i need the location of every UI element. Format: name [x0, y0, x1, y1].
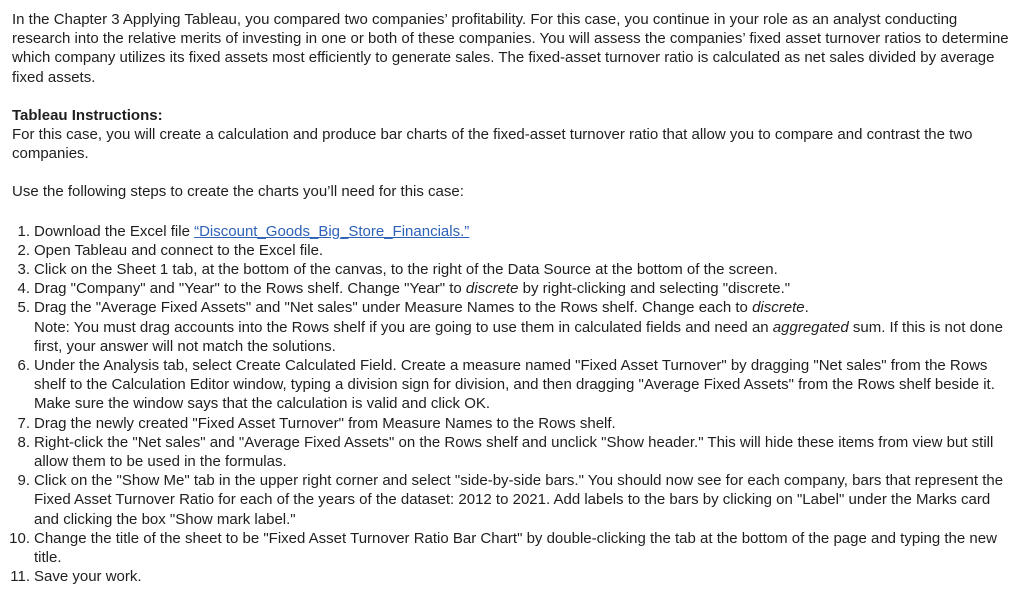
step-5 [12, 298, 1014, 356]
step-number: 2. [17, 241, 30, 259]
step-text: Under the Analysis tab, select Create Calculated Field. Create a measure named "Fixed Asset Turnover" by dragging "Net sales" from the Rows shelf to the Calculation Editor window, typing a division sign for division, and then dragging "Average Fixed Assets" from the Rows shelf beside it. Make sure the window says that the calculation is valid and click OK. [34, 357, 995, 413]
step-text: Click on the "Show Me" tab in the upper right corner and select "side-by-side bars." You should now see for each company, bars that represent the Fixed Asset Turnover Ratio for each of the years of the dataset: 2012 to 2021. Add labels to the bars by clicking on "Label" under the Marks card and clicking the box "Show mark label." [34, 472, 1004, 528]
step-11 [12, 567, 1014, 586]
step-number: 10. [9, 529, 30, 547]
step-text: Drag "Company" and "Year" to the Rows shelf. Change "Year" to [34, 280, 466, 298]
excel-file-link[interactable]: “Discount_Goods_Big_Store_Financials.” [194, 222, 470, 240]
step-note-emphasis: aggregated [772, 318, 849, 336]
step-text: Drag the newly created "Fixed Asset Turnover" from Measure Names to the Rows shelf. [34, 414, 616, 432]
step-text: Change the title of the sheet to be "Fixed Asset Turnover Ratio Bar Chart" by double-clicking the tab at the bottom of the page and typing the new title. [34, 529, 997, 567]
step-text: Drag the "Average Fixed Assets" and "Net sales" under Measure Names to the Rows shelf. Change each to [34, 299, 753, 317]
intro-paragraph: In the Chapter 3 Applying Tableau, you compared two companies’ profitability. For this case, you continue in your role as an analyst conducting research into the relative merits of investing in one or both of these companies. You will assess the companies’ fixed asset turnover ratios to determine which company utilizes its fixed assets most efficiently to generate sales. The fixed-asset turnover ratio is calculated as net sales divided by average fixed assets. [12, 11, 1009, 86]
step-emphasis: discrete [465, 280, 519, 298]
step-1 [12, 222, 1014, 241]
step-number: 5. [17, 299, 30, 317]
step-number: 11. [10, 568, 30, 586]
step-number: 8. [17, 433, 30, 451]
step-text: Open Tableau and connect to the Excel file. [34, 241, 324, 259]
step-emphasis: discrete [752, 299, 805, 317]
step-text-end: by right-clicking and selecting "discrete." [518, 280, 791, 298]
step-text: Click on the Sheet 1 tab, at the bottom of the canvas, to the right of the Data Source at the bottom of the screen. [34, 261, 778, 279]
step-number: 7. [17, 414, 30, 432]
step-10 [9, 529, 1014, 567]
tableau-instructions-heading: Tableau Instructions: [12, 106, 163, 124]
step-number: 1. [17, 222, 30, 240]
step-3 [12, 260, 1014, 279]
step-4 [12, 279, 1014, 298]
step-8 [12, 433, 1014, 471]
step-2 [12, 241, 1014, 260]
step-9 [12, 471, 1014, 529]
step-note: Note: You must drag accounts into the Rows shelf if you are going to use them in calculated fields and need an [34, 318, 773, 336]
step-6 [12, 356, 1014, 414]
step-number: 3. [17, 261, 30, 279]
step-number: 4. [17, 280, 30, 298]
step-note-end: sum. If this is not done first, your answer will not match the solutions. [34, 318, 1003, 355]
step-text: Right-click the "Net sales" and "Average Fixed Assets" on the Rows shelf and unclick "Show header." This will hide these items from view but still allow them to be used in the formulas. [34, 433, 994, 471]
steps-list [9, 222, 1014, 587]
step-number: 6. [17, 357, 30, 375]
instructions-paragraph: For this case, you will create a calculation and produce bar charts of the fixed-asset turnover ratio that allow you to compare and contrast the two companies. [12, 126, 973, 163]
step-text-end: . [804, 299, 809, 317]
step-text: Save your work. [34, 568, 142, 586]
step-7 [12, 414, 1014, 433]
step-number: 9. [17, 472, 30, 490]
steps-intro: Use the following steps to create the charts you’ll need for this case: [12, 183, 464, 201]
step-text: Download the Excel file [34, 222, 195, 240]
